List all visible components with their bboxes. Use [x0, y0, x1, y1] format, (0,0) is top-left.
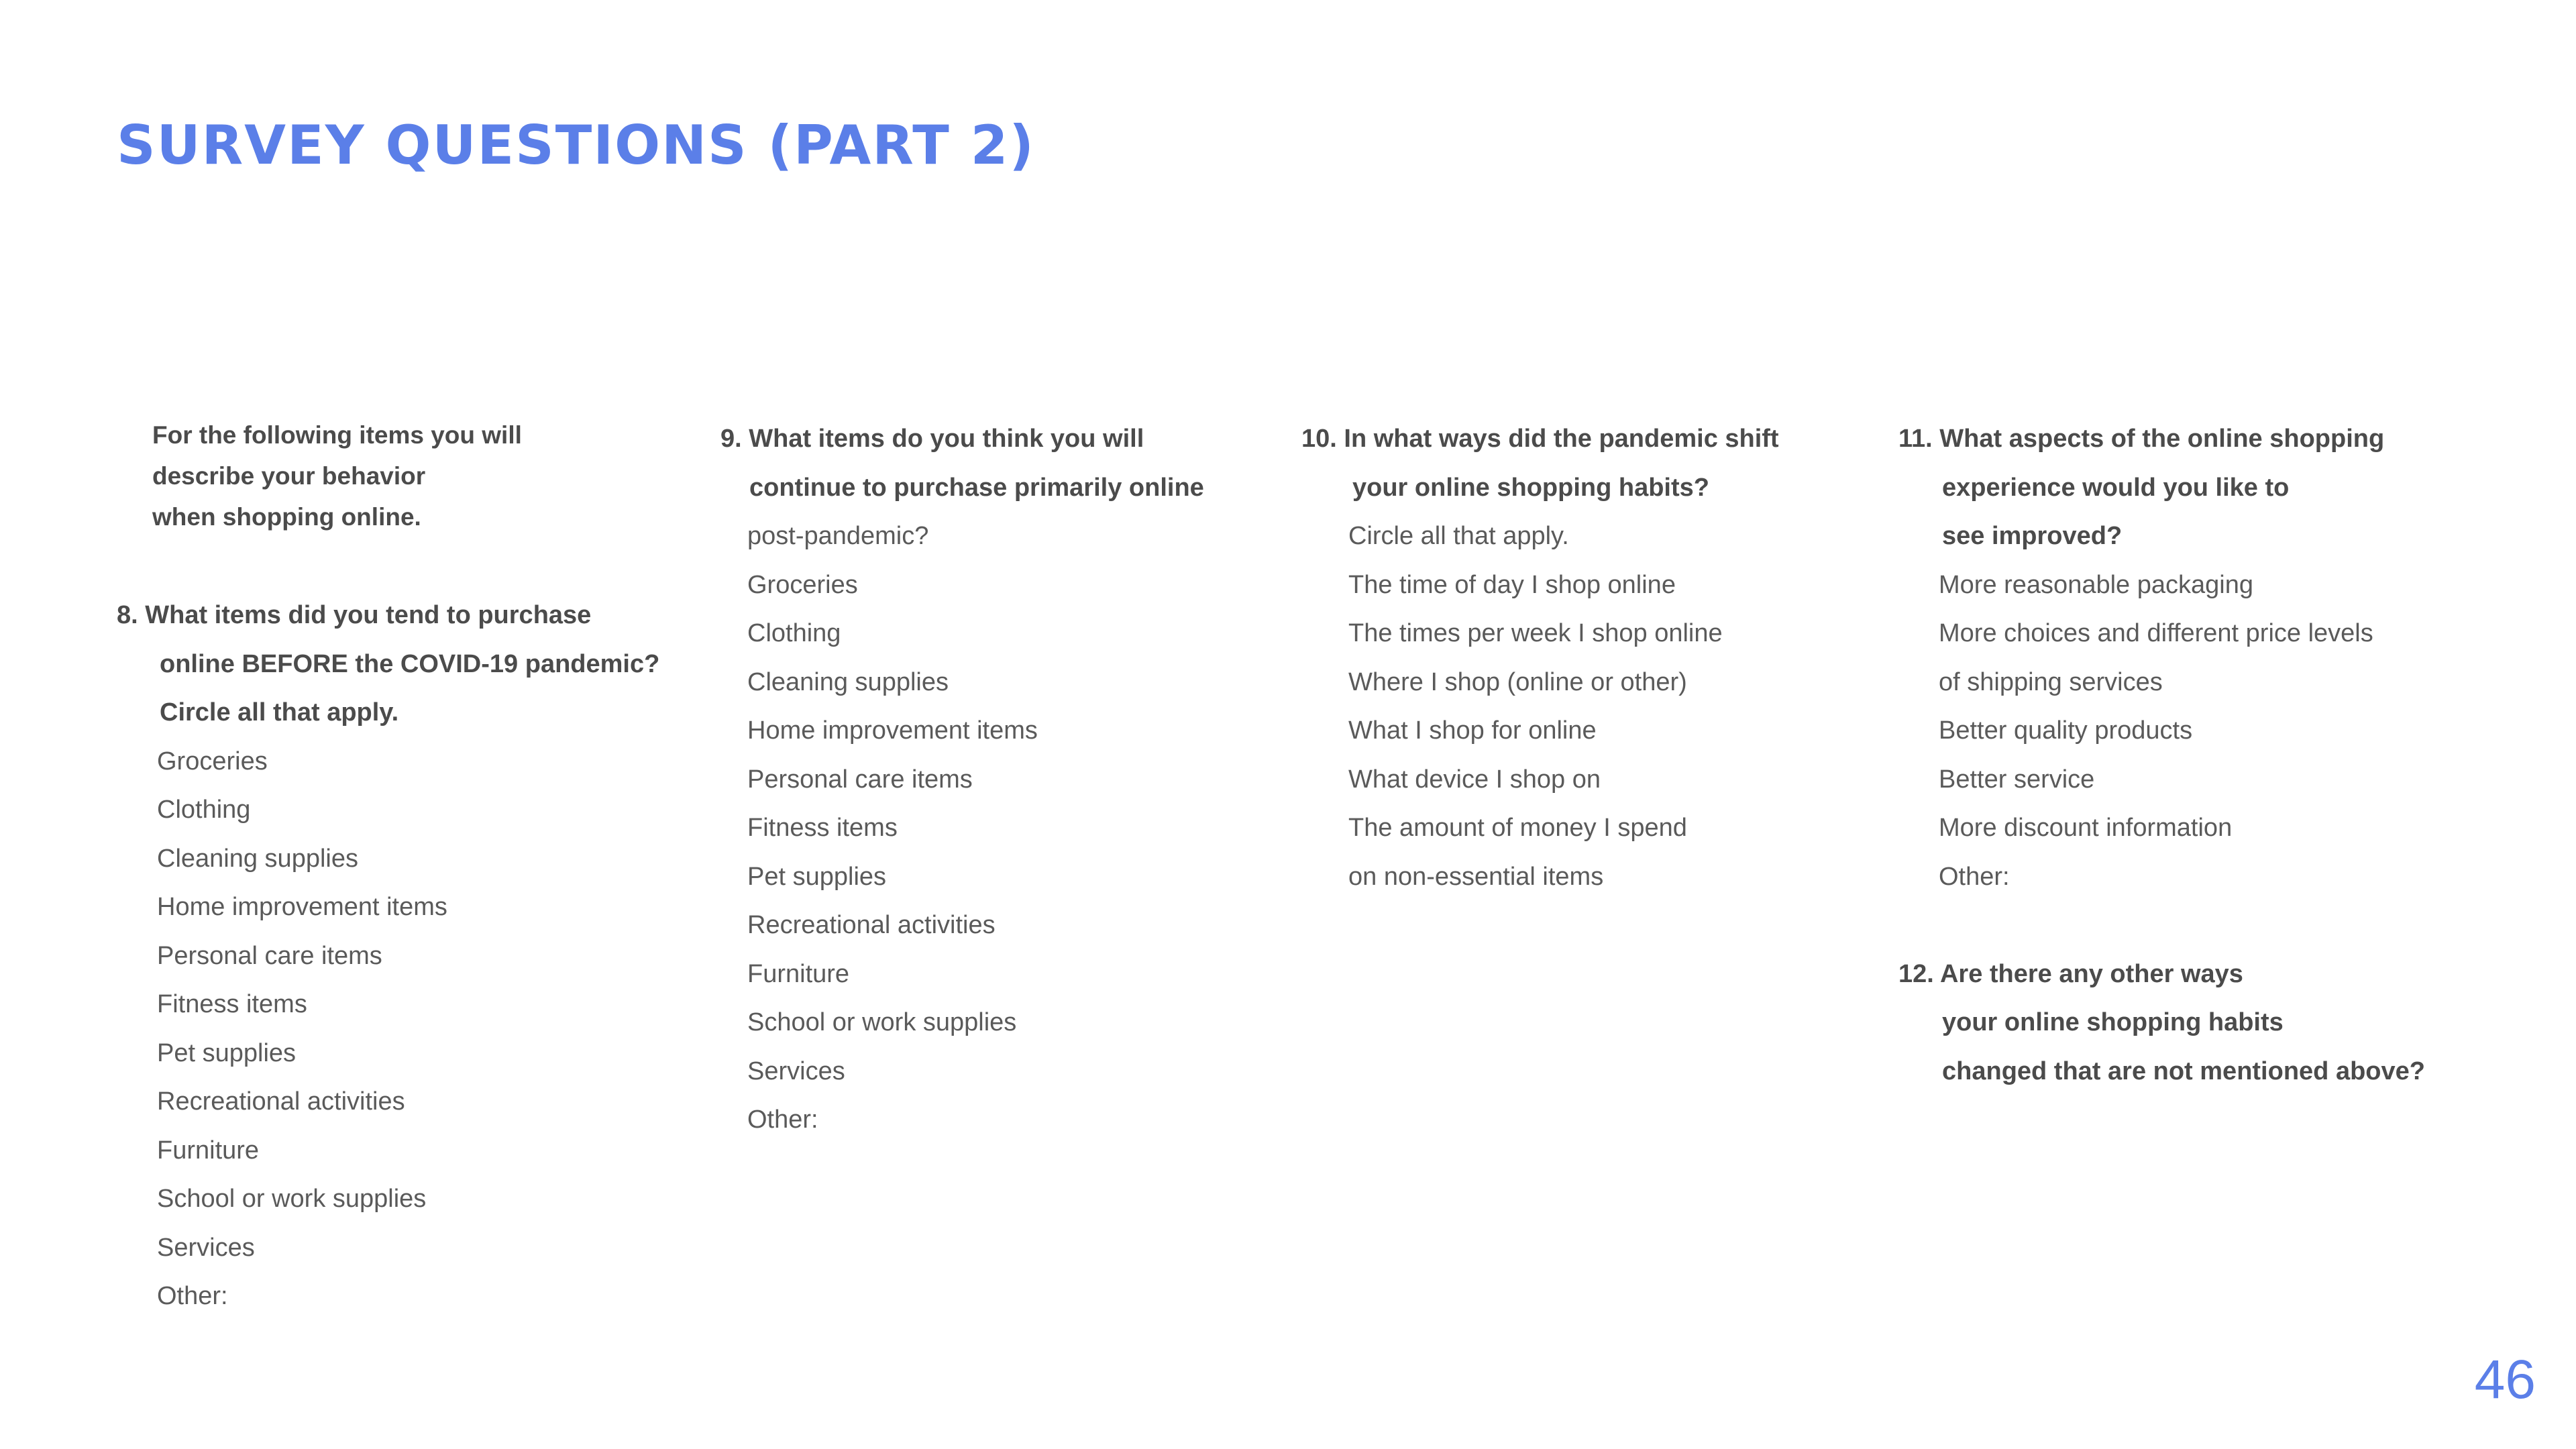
option-item: Personal care items	[747, 765, 973, 794]
option-item: on non-essential items	[1348, 862, 1604, 891]
option-item: Other:	[747, 1106, 818, 1134]
option-item: Other:	[157, 1282, 228, 1310]
option-item: Personal care items	[157, 941, 382, 970]
option-item: The times per week I shop online	[1348, 619, 1723, 647]
option-item: Other:	[1939, 862, 2010, 891]
question-9	[720, 415, 1204, 512]
option-item: Clothing	[747, 619, 841, 647]
option-item: of shipping services	[1939, 667, 2163, 696]
question-10-line: your online shopping habits?	[1352, 473, 1709, 502]
question-11-options	[1898, 561, 2425, 902]
question-12-line: 12. Are there any other ways	[1898, 959, 2243, 988]
option-item: Recreational activities	[157, 1087, 405, 1116]
option-item: Pet supplies	[747, 862, 887, 891]
option-item: School or work supplies	[157, 1185, 427, 1213]
question-12-line: changed that are not mentioned above?	[1942, 1057, 2425, 1085]
question-8-line: 8. What items did you tend to purchase	[117, 601, 592, 629]
option-item: The amount of money I spend	[1348, 814, 1687, 842]
option-item: Where I shop (online or other)	[1348, 667, 1687, 696]
question-8-line: online BEFORE the COVID-19 pandemic?	[160, 649, 660, 678]
column-question-9	[720, 415, 1204, 1144]
column-questions-11-12	[1898, 415, 2425, 1095]
option-item: Fitness items	[747, 814, 898, 842]
option-item: Furniture	[747, 959, 850, 988]
question-10-line: 10. In what ways did the pandemic shift	[1301, 425, 1779, 453]
intro-line: when shopping online.	[152, 503, 421, 531]
option-item: What device I shop on	[1348, 765, 1601, 794]
option-item: Fitness items	[157, 990, 307, 1018]
column-question-10	[1301, 415, 1779, 901]
option-item: What I shop for online	[1348, 716, 1597, 745]
question-11	[1898, 415, 2425, 561]
column-question-8	[117, 415, 659, 1321]
option-item: The time of day I shop online	[1348, 570, 1676, 599]
question-8-line: Circle all that apply.	[160, 698, 399, 727]
option-item: More choices and different price levels	[1939, 619, 2373, 647]
option-item: post-pandemic?	[747, 522, 929, 550]
option-item: Home improvement items	[157, 893, 447, 921]
option-item: Services	[157, 1233, 255, 1262]
question-10-options	[1301, 512, 1779, 901]
option-item: School or work supplies	[747, 1008, 1017, 1036]
option-item: Groceries	[747, 570, 858, 599]
question-9-line: continue to purchase primarily online	[749, 473, 1204, 502]
option-item: More discount information	[1939, 814, 2233, 842]
question-12	[1898, 950, 2425, 1096]
option-item: Groceries	[157, 747, 268, 775]
option-item: Circle all that apply.	[1348, 522, 1569, 550]
option-item: Clothing	[157, 796, 251, 824]
question-11-line: see improved?	[1942, 522, 2123, 550]
question-12-line: your online shopping habits	[1942, 1008, 2284, 1036]
question-10	[1301, 415, 1779, 512]
option-item: Better service	[1939, 765, 2095, 794]
option-item: Home improvement items	[747, 716, 1038, 745]
question-8-options	[117, 737, 659, 1321]
option-item: Cleaning supplies	[747, 667, 949, 696]
option-item: Cleaning supplies	[157, 844, 358, 873]
question-9-line: 9. What items do you think you will	[720, 425, 1144, 453]
page-number: 46	[2474, 1349, 2536, 1410]
intro-line: describe your behavior	[152, 462, 426, 490]
option-item: Pet supplies	[157, 1038, 297, 1067]
question-11-line: 11. What aspects of the online shopping	[1898, 425, 2385, 453]
option-item: Better quality products	[1939, 716, 2193, 745]
question-8	[117, 591, 659, 737]
option-item: Recreational activities	[747, 911, 996, 939]
question-9-options	[720, 512, 1204, 1144]
question-11-line: experience would you like to	[1942, 473, 2290, 502]
option-item: Services	[747, 1057, 845, 1085]
option-item: More reasonable packaging	[1939, 570, 2253, 599]
intro-line: For the following items you will	[152, 421, 522, 449]
option-item: Furniture	[157, 1136, 260, 1165]
slide-title: SURVEY QUESTIONS (PART 2)	[117, 114, 1035, 176]
intro-text	[117, 415, 659, 537]
